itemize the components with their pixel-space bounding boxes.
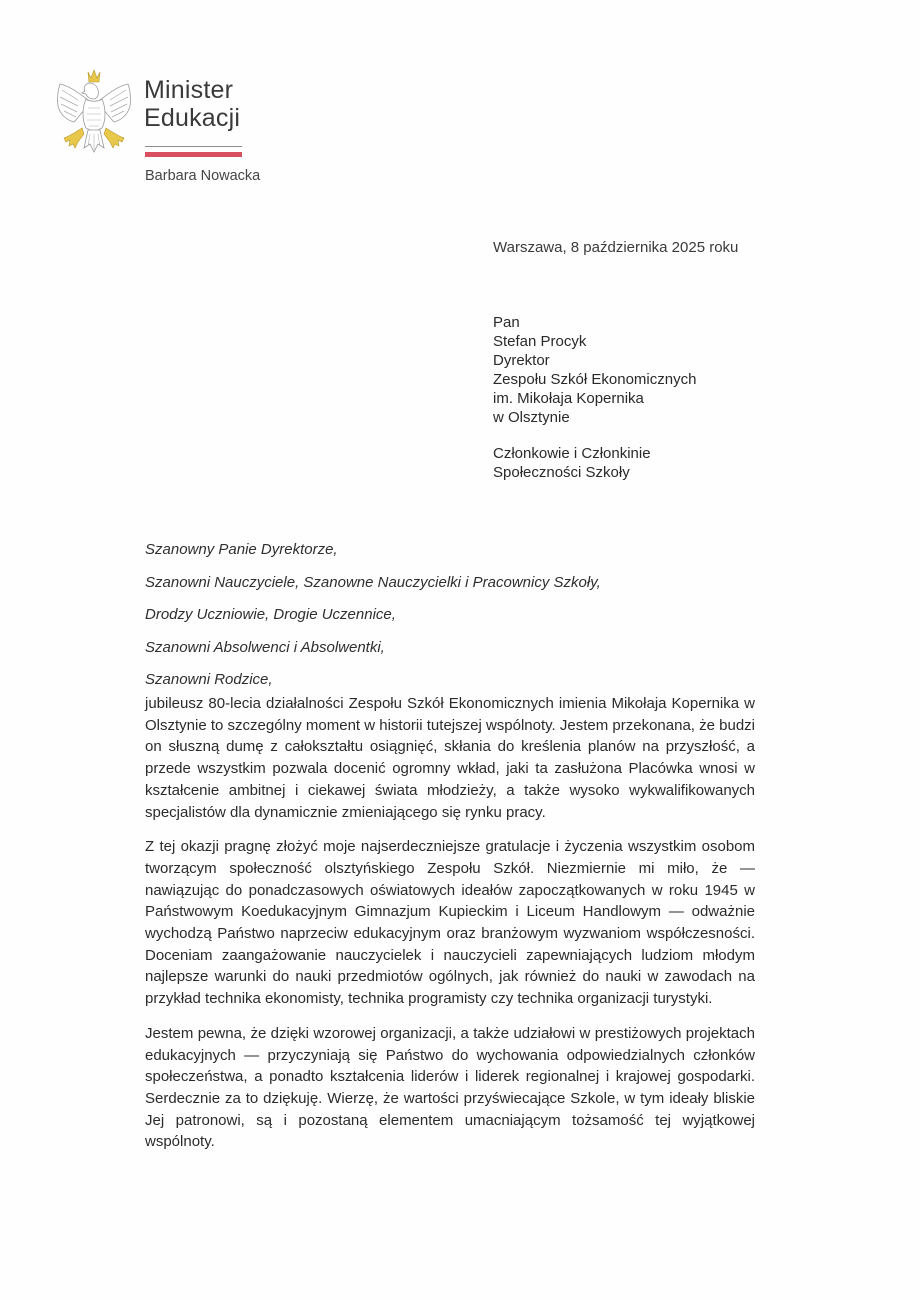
recipient-address: [493, 313, 696, 482]
right-talon-icon: [104, 128, 124, 148]
salutation-line: Drodzy Uczniowie, Drogie Uczennice,: [145, 606, 396, 623]
minister-name: Barbara Nowacka: [145, 168, 261, 184]
recipient-secondary-line: Społeczności Szkoły: [493, 464, 630, 481]
salutation-line: Szanowni Absolwenci i Absolwentki,: [145, 638, 385, 656]
recipient-line: Dyrektor: [493, 352, 550, 369]
letter-date: Warszawa, 8 października 2025 roku: [493, 239, 739, 256]
left-talon-icon: [64, 128, 84, 148]
letter-body: [145, 693, 755, 1166]
ministry-title-line1: Minister: [144, 76, 234, 104]
body-paragraph: jubileusz 80-lecia działalności Zespołu Szkół Ekonomicznych imienia Mikołaja Kopernika w Olsztynie to szczególny moment w historii tutejszej wspólnoty. Jestem przekonana, że budzi on słuszną dumę z całokształtu osiągnięć, skłania do kreślenia planów na przyszłość, a przede wszystkim pozwala docenić ogromny wkład, jaki ta zasłużona Placówka wnosi w kształcenie ambitnej i ciekawej świata młodzieży, a także wysoko wykwalifikowanych specjalistów dla dynamicznie zmieniającego się rynku pracy.: [145, 695, 755, 821]
polish-eagle-emblem-icon: [52, 66, 136, 158]
recipient-line: w Olsztynie: [493, 409, 570, 426]
salutations: [145, 540, 601, 703]
recipient-spacer: [493, 427, 696, 444]
letterhead-divider-red: [145, 152, 242, 157]
letterhead-divider-grey: [145, 146, 242, 147]
ministry-title-line2: Edukacji: [144, 104, 241, 132]
recipient-secondary-line: Członkowie i Członkinie: [493, 445, 651, 462]
ministry-title: [144, 76, 240, 132]
salutation-line: Szanowny Panie Dyrektorze,: [145, 541, 338, 558]
letterhead: [52, 66, 292, 196]
body-paragraph: Z tej okazji pragnę złożyć moje najserdeczniejsze gratulacje i życzenia wszystkim osobom tworzącym społeczność olsztyńskiego Zespołu Szkół. Niezmiernie mi miło, że — nawiązując do ponadczasowych oświatowych ideałów zapoczątkowanych w roku 1945 w Państwowym Koedukacyjnym Gimnazjum Kupieckim i Liceum Handlowym — odważnie wychodzą Państwo naprzeciw edukacyjnym oraz branżowym wyzwaniom współczesności. Doceniam zaangażowanie nauczycielek i nauczycieli zapewniających ludziom młodym najlepsze warunki do nauki przedmiotów ogólnych, jak również do nauki w zawodach na przykład technika ekonomisty, technika programisty czy technika organizacji turystyki.: [145, 838, 755, 1008]
recipient-line: im. Mikołaja Kopernika: [493, 390, 644, 407]
recipient-line: Zespołu Szkół Ekonomicznych: [493, 371, 697, 388]
body-paragraph: Jestem pewna, że dzięki wzorowej organizacji, a także udziałowi w prestiżowych projektach edukacyjnych — przyczyniają się Państwo do wychowania odpowiedzialnych członków społeczeństwa, a ponadto kształcenia liderów i liderek regionalnej i krajowej gospodarki. Serdecznie za to dziękuję. Wierzę, że wartości przyświecające Szkole, w tym ideały bliskie Jej patronowi, są i pozostaną elementem umacniającym tożsamość tej wyjątkowej wspólnoty.: [145, 1024, 755, 1151]
recipient-line: Stefan Procyk: [493, 333, 587, 350]
salutation-line: Szanowni Nauczyciele, Szanowne Nauczycielki i Pracownicy Szkoły,: [145, 573, 601, 591]
recipient-line: Pan: [493, 314, 520, 331]
salutation-line: Szanowni Rodzice,: [145, 671, 273, 688]
crown-icon: [88, 70, 100, 82]
